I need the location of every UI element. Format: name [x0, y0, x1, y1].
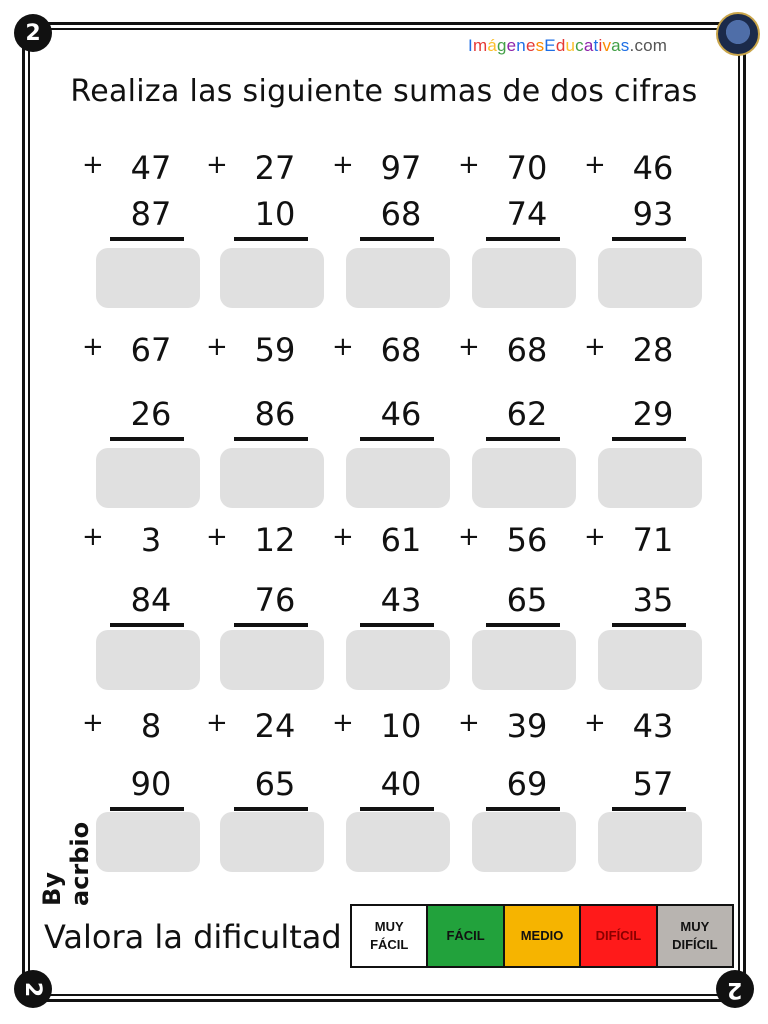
addend-top: 46 [632, 149, 674, 187]
addend-top: 24 [254, 707, 296, 745]
addend-top: 8 [140, 707, 162, 745]
plus-sign: + [82, 332, 104, 362]
addition-problem [584, 148, 710, 318]
addend-top: 97 [380, 149, 422, 187]
answer-box[interactable] [598, 812, 702, 872]
sum-line [360, 623, 434, 627]
addition-problem [458, 330, 584, 500]
sum-line [234, 237, 308, 241]
answer-box[interactable] [598, 630, 702, 690]
addend-bottom: 90 [130, 765, 172, 803]
addition-problem [206, 148, 332, 318]
sum-line [486, 437, 560, 441]
addition-problem [82, 148, 208, 318]
addend-top: 68 [506, 331, 548, 369]
logo-letter: g [496, 36, 507, 55]
addend-bottom: 57 [632, 765, 674, 803]
answer-box[interactable] [96, 248, 200, 308]
addend-top: 43 [632, 707, 674, 745]
logo-letter: a [583, 36, 594, 55]
addend-bottom: 68 [380, 195, 422, 233]
addend-bottom: 40 [380, 765, 422, 803]
addition-problem [458, 706, 584, 876]
addend-top: 68 [380, 331, 422, 369]
logo-letter: d [555, 36, 566, 55]
author-avatar-icon [716, 12, 760, 56]
addition-problem [332, 706, 458, 876]
site-logo [468, 36, 667, 56]
addend-bottom: 10 [254, 195, 296, 233]
plus-sign: + [584, 332, 606, 362]
answer-box[interactable] [96, 812, 200, 872]
addition-problem [332, 330, 458, 500]
addition-problem [458, 148, 584, 318]
addition-problem [82, 520, 208, 690]
difficulty-option[interactable]: FÁCIL [428, 906, 504, 966]
sum-line [486, 623, 560, 627]
difficulty-option[interactable]: MEDIO [505, 906, 581, 966]
addend-top: 47 [130, 149, 172, 187]
plus-sign: + [584, 708, 606, 738]
addition-problem [332, 520, 458, 690]
logo-letter: u [565, 36, 576, 55]
corner-badge-bottom-left: 2 [14, 970, 52, 1008]
plus-sign: + [332, 522, 354, 552]
addend-bottom: 29 [632, 395, 674, 433]
addend-top: 67 [130, 331, 172, 369]
addend-top: 28 [632, 331, 674, 369]
logo-letter: o [643, 36, 653, 55]
plus-sign: + [332, 708, 354, 738]
addend-bottom: 84 [130, 581, 172, 619]
sum-line [110, 237, 184, 241]
logo-letter: e [506, 36, 517, 55]
logo-letter: . [629, 36, 635, 55]
plus-sign: + [584, 522, 606, 552]
plus-sign: + [458, 150, 480, 180]
logo-letter: n [516, 36, 526, 55]
answer-box[interactable] [472, 630, 576, 690]
sum-line [486, 807, 560, 811]
addend-bottom: 35 [632, 581, 674, 619]
sum-line [612, 807, 686, 811]
answer-box[interactable] [598, 448, 702, 508]
difficulty-rating-table [350, 904, 734, 968]
difficulty-option[interactable]: MUY FÁCIL [352, 906, 428, 966]
difficulty-option[interactable]: MUY DIFÍCIL [658, 906, 732, 966]
answer-box[interactable] [346, 630, 450, 690]
addend-bottom: 26 [130, 395, 172, 433]
worksheet-title: Realiza las siguiente sumas de dos cifras [70, 74, 698, 109]
addition-problem [206, 706, 332, 876]
plus-sign: + [206, 708, 228, 738]
plus-sign: + [206, 150, 228, 180]
addend-bottom: 46 [380, 395, 422, 433]
plus-sign: + [458, 522, 480, 552]
addend-top: 56 [506, 521, 548, 559]
answer-box[interactable] [346, 812, 450, 872]
sum-line [360, 237, 434, 241]
answer-box[interactable] [96, 630, 200, 690]
answer-box[interactable] [220, 248, 324, 308]
addition-problem [584, 520, 710, 690]
plus-sign: + [206, 522, 228, 552]
difficulty-prompt: Valora la dificultad [44, 918, 342, 956]
sum-line [486, 237, 560, 241]
plus-sign: + [458, 332, 480, 362]
addend-top: 12 [254, 521, 296, 559]
logo-letter: á [487, 36, 497, 55]
answer-box[interactable] [472, 812, 576, 872]
sum-line [612, 237, 686, 241]
answer-box[interactable] [346, 248, 450, 308]
answer-box[interactable] [220, 448, 324, 508]
addend-top: 70 [506, 149, 548, 187]
logo-letter: i [598, 36, 603, 55]
addend-top: 71 [632, 521, 674, 559]
addend-top: 61 [380, 521, 422, 559]
plus-sign: + [332, 150, 354, 180]
sum-line [110, 807, 184, 811]
plus-sign: + [82, 522, 104, 552]
addend-top: 3 [140, 521, 162, 559]
addend-top: 59 [254, 331, 296, 369]
sum-line [360, 807, 434, 811]
addition-problem [206, 330, 332, 500]
logo-letter: e [525, 36, 536, 55]
addend-bottom: 87 [130, 195, 172, 233]
logo-letter: I [468, 36, 473, 55]
addend-bottom: 69 [506, 765, 548, 803]
addend-top: 10 [380, 707, 422, 745]
plus-sign: + [332, 332, 354, 362]
sum-line [612, 623, 686, 627]
addition-problem [332, 148, 458, 318]
logo-letter: t [593, 36, 599, 55]
answer-box[interactable] [96, 448, 200, 508]
addend-bottom: 86 [254, 395, 296, 433]
addend-bottom: 76 [254, 581, 296, 619]
sum-line [612, 437, 686, 441]
sum-line [234, 623, 308, 627]
logo-letter: a [611, 36, 621, 55]
addition-problem [82, 330, 208, 500]
addition-problem [206, 520, 332, 690]
answer-box[interactable] [472, 248, 576, 308]
logo-letter: E [544, 36, 556, 55]
addition-problem [82, 706, 208, 876]
addend-bottom: 62 [506, 395, 548, 433]
logo-letter: c [634, 36, 644, 55]
addend-bottom: 65 [506, 581, 548, 619]
sum-line [234, 807, 308, 811]
plus-sign: + [584, 150, 606, 180]
logo-letter: v [602, 36, 612, 55]
logo-letter: m [472, 36, 488, 55]
author-byline: By acrbio [38, 821, 94, 906]
logo-letter: s [535, 36, 545, 55]
addend-top: 39 [506, 707, 548, 745]
plus-sign: + [458, 708, 480, 738]
logo-letter: s [620, 36, 630, 55]
addend-bottom: 74 [506, 195, 548, 233]
addition-problem [584, 330, 710, 500]
logo-letter: m [652, 36, 668, 55]
corner-badge-top-left: 2 [14, 14, 52, 52]
plus-sign: + [206, 332, 228, 362]
answer-box[interactable] [472, 448, 576, 508]
answer-box[interactable] [220, 812, 324, 872]
sum-line [234, 437, 308, 441]
answer-box[interactable] [346, 448, 450, 508]
addition-problem [584, 706, 710, 876]
difficulty-option[interactable]: DIFÍCIL [581, 906, 657, 966]
addend-bottom: 43 [380, 581, 422, 619]
addend-top: 27 [254, 149, 296, 187]
corner-badge-bottom-right: 2 [716, 970, 754, 1008]
sum-line [110, 437, 184, 441]
sum-line [110, 623, 184, 627]
sum-line [360, 437, 434, 441]
plus-sign: + [82, 708, 104, 738]
addition-problem [458, 520, 584, 690]
addend-bottom: 65 [254, 765, 296, 803]
addend-bottom: 93 [632, 195, 674, 233]
logo-letter: c [575, 36, 584, 55]
answer-box[interactable] [598, 248, 702, 308]
plus-sign: + [82, 150, 104, 180]
answer-box[interactable] [220, 630, 324, 690]
